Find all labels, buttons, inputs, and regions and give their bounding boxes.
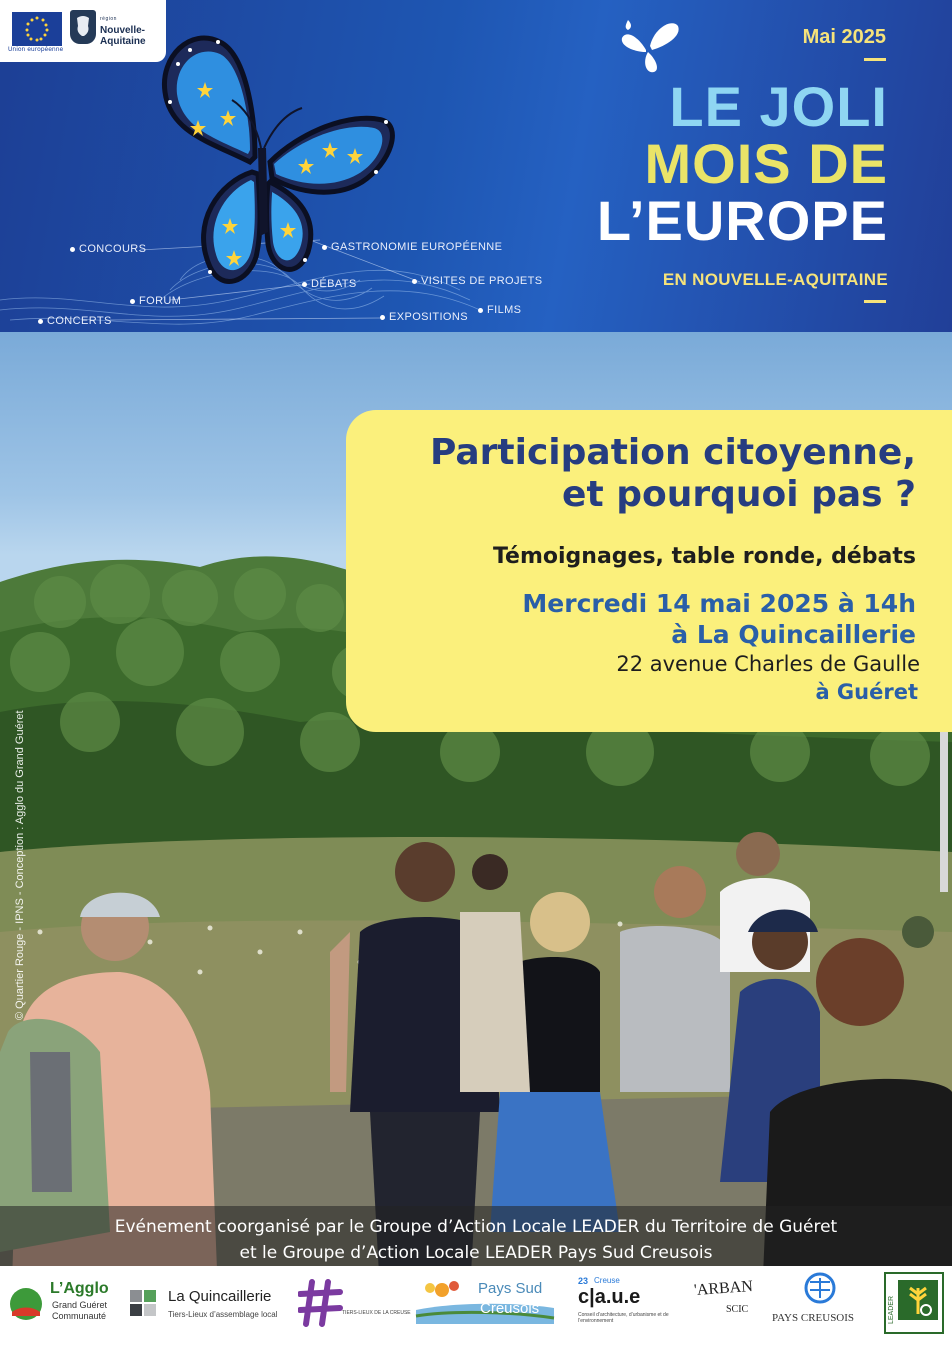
organiser-text: Evénement coorganisé par le Groupe d’Action Locale LEADER du Territoire de Guéret et le Groupe d’Action Locale LEADER Pays Sud Creusois	[114, 1217, 838, 1263]
eu-butterfly-illustration	[130, 22, 400, 312]
event-date: Mercredi 14 mai 2025 à 14h	[522, 589, 916, 618]
partner-logos	[0, 1266, 952, 1346]
tag-concerts: CONCERTS	[38, 315, 112, 327]
eu-flag-icon	[12, 12, 62, 46]
subtitle-rule	[864, 300, 886, 303]
agglo-leaf-icon	[6, 1282, 46, 1322]
agglo-logo: L’Agglo Grand Guéret Communauté	[6, 1266, 118, 1346]
caue-logo: 23 Creuse c|a.u.e Conseil d’architecture, d’urbanisme et de l’environnement	[578, 1276, 669, 1324]
tag-films: FILMS	[478, 304, 521, 316]
leader-logo: LEADER	[884, 1266, 944, 1346]
tag-visites: VISITES DE PROJETS	[412, 275, 543, 287]
eu-label: Union européenne	[8, 46, 64, 53]
event-title: Participation citoyenne, et pourquoi pas ?	[429, 432, 916, 515]
tiers-lieux-hash-icon	[298, 1278, 344, 1328]
event-month: Mai 2025	[802, 26, 886, 48]
tag-forum: FORUM	[130, 295, 181, 307]
region-lion-icon	[70, 10, 96, 44]
event-city: à Guéret	[815, 680, 918, 704]
photo-credit: © Quartier Rouge - IPNS - Conception : Agglo du Grand Guéret	[14, 710, 26, 1020]
tag-concours: CONCOURS	[70, 243, 146, 255]
event-address: 22 avenue Charles de Gaulle	[616, 652, 920, 676]
pays-sud-creusois-logo: Pays Sud Creusois	[414, 1266, 556, 1346]
tag-expositions: EXPOSITIONS	[380, 311, 468, 323]
tiers-lieux-logo: TIERS-LIEUX DE LA CREUSE	[298, 1266, 388, 1346]
campaign-title: LE JOLI MOIS DE L’EUROPE	[596, 75, 888, 252]
quincaillerie-cube-icon	[128, 1288, 160, 1324]
region-name: région Nouvelle- Aquitaine	[100, 16, 146, 47]
campaign-subtitle: EN NOUVELLE-AQUITAINE	[662, 270, 888, 289]
leader-wheat-icon	[898, 1280, 938, 1320]
tag-gastronomie: GASTRONOMIE EUROPÉENNE	[322, 241, 502, 253]
event-venue: à La Quincaillerie	[671, 620, 916, 649]
arban-logo: 'ARBAN SCIC	[693, 1277, 754, 1315]
pays-creusois-logo: PAYS CREUSOIS	[772, 1266, 872, 1346]
pays-creusois-emblem-icon	[798, 1272, 842, 1306]
event-date-venue	[522, 588, 916, 650]
event-subtitle: Témoignages, table ronde, débats	[492, 544, 916, 569]
month-rule	[864, 58, 886, 61]
small-butterfly-icon	[616, 16, 686, 80]
header-banner	[0, 0, 952, 332]
tag-debats: DÉBATS	[302, 278, 357, 290]
quincaillerie-logo: La Quincaillerie Tiers-Lieux d’assemblage local	[128, 1266, 294, 1346]
